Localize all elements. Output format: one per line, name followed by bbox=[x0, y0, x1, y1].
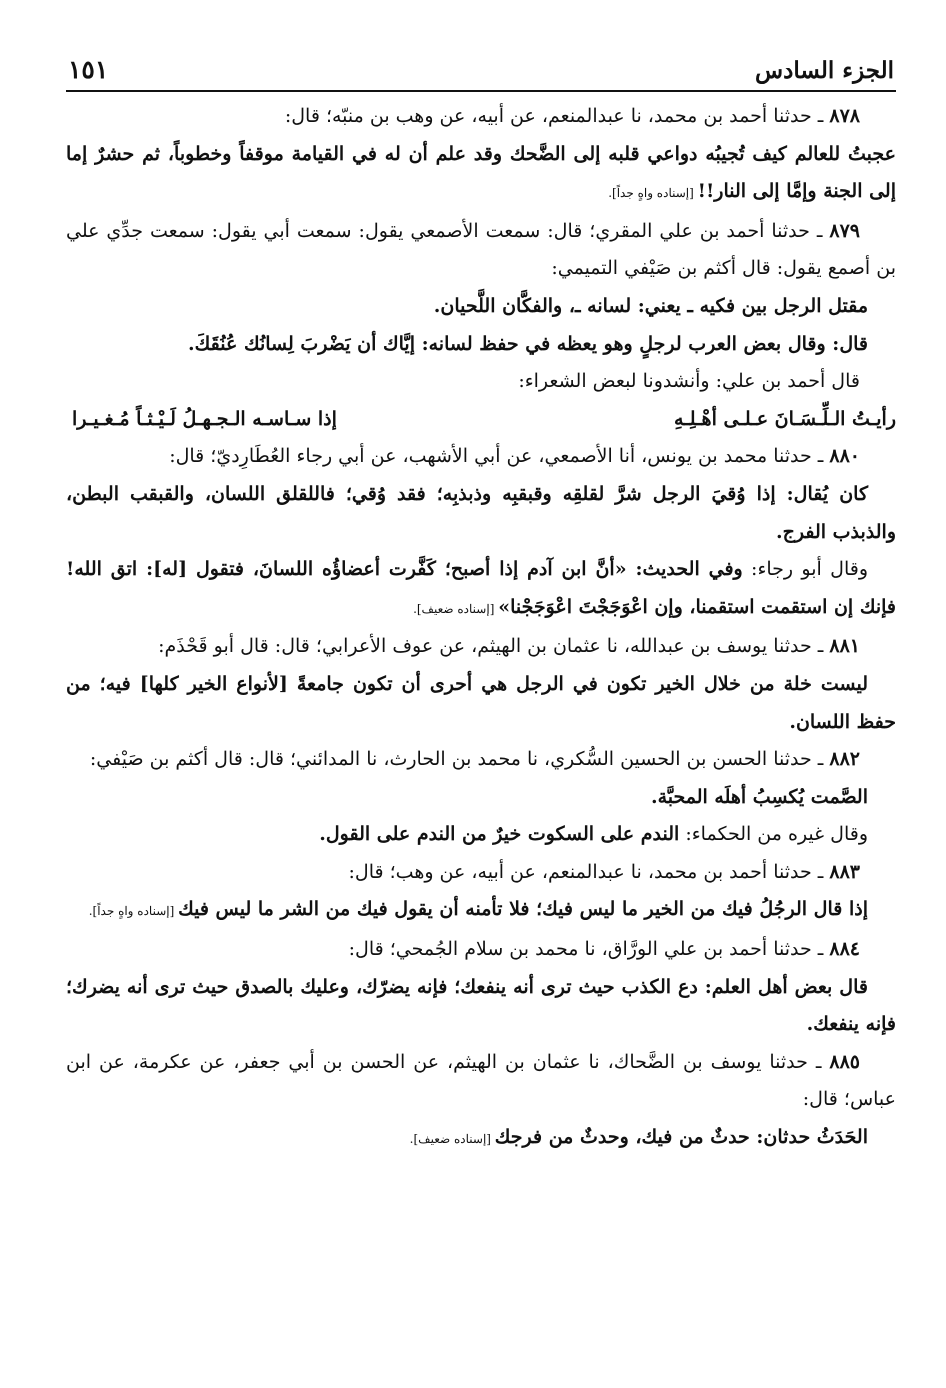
hadith-879-isnad bbox=[66, 213, 896, 288]
page-header bbox=[66, 48, 896, 92]
hadith-884-isnad bbox=[66, 931, 896, 969]
isnad-text: ـ حدثنا محمد بن يونس، أنا الأصمعي، عن أبي الأشهب، عن أبي رجاء العُطَارِديّ؛ قال: bbox=[169, 445, 830, 468]
hadith-879-text bbox=[66, 288, 896, 326]
hadith-883-isnad bbox=[66, 854, 896, 892]
matn-text: إذا وُقيَ الرجل شرَّ لقلقِه وقبقبِه وذبذبِه؛ فقد وُقي؛ فاللقلق اللسان، والقبقب البطن، والذبذب الفرج. bbox=[66, 482, 896, 543]
hadith-881-text bbox=[66, 666, 896, 741]
isnad-text: ـ حدثنا الحسن بن الحسين السُّكري، نا محمد بن الحارث، نا المدائني؛ قال: قال أكثم بن صَيْفي: bbox=[89, 748, 830, 771]
hadith-880-addition bbox=[66, 551, 896, 628]
isnad-text: ـ حدثنا أحمد بن محمد، نا عبدالمنعم، عن أبيه، عن وهب؛ قال: bbox=[348, 860, 830, 883]
lead-text: كان يُقال: bbox=[775, 482, 868, 505]
hadith-879-saying bbox=[66, 326, 896, 364]
matn-text: الصَّمت يُكسِبُ أهلَه المحبَّة. bbox=[650, 785, 868, 808]
grading-note: [إسناده ضعيف]. bbox=[413, 601, 499, 616]
hadith-885-isnad bbox=[66, 1044, 896, 1119]
verse-second-hemistich: إذا سـاسـه الـجـهـلُ لَـيْـثـاً مُـغـيـرا bbox=[72, 407, 337, 430]
hadith-878-text bbox=[66, 136, 896, 213]
grading-note: [إسناده واهٍ جداً]. bbox=[88, 904, 179, 919]
page-body bbox=[66, 92, 896, 1159]
hadith-880-text bbox=[66, 476, 896, 551]
matn-text: عجبتُ للعالم كيف تُجيبُه دواعي قلبه إلى الضَّحك وقد علم أن له في القيامة موقفاً وخطوباً، ثم حشرٌ إما إلى الجنة وإمَّا إلى النار!! bbox=[66, 142, 896, 203]
matn-text: ليست خلة من خلال الخير تكون في الرجل هي أحرى أن تكون جامعةً [لأنواع الخير كلها] فيه؛ من حفظ اللسان. bbox=[66, 672, 896, 733]
grading-note: [إسناده ضعيف]. bbox=[409, 1132, 495, 1147]
hadith-882-text bbox=[66, 779, 896, 817]
matn-text: وفي الحديث: «أنَّ ابن آدم إذا أصبح؛ كَفَّرت أعضاؤُه اللسانَ، فتقول [له]: اتق الله! فإنك إن استقمت استقمنا، وإن اعْوَجَجْتَ اعْوَجَجْنا» bbox=[66, 558, 896, 618]
hadith-number: ٨٧٨ bbox=[829, 105, 860, 127]
isnad-text: ـ حدثنا أحمد بن محمد، نا عبدالمنعم، عن أبيه، عن وهب بن منبّه؛ قال: bbox=[284, 105, 830, 127]
verse-first-hemistich: رأيـتُ الـلِّـسَـانَ عـلـى أهْـلِـهِ bbox=[673, 407, 896, 430]
hadith-number: ٨٨٢ bbox=[829, 748, 860, 771]
hadith-number: ٨٨٣ bbox=[829, 860, 860, 883]
hadith-881-isnad bbox=[66, 628, 896, 666]
isnad-text: ـ حدثنا يوسف بن عبدالله، نا عثمان بن الهيثم، عن عوف الأعرابي؛ قال: قال أبو قَحْذَم: bbox=[158, 635, 830, 658]
hadith-884-text bbox=[66, 969, 896, 1044]
hadith-number: ٨٧٩ bbox=[829, 219, 860, 242]
isnad-text: ـ حدثنا أحمد بن علي الورَّاق، نا محمد بن سلام الجُمحي؛ قال: bbox=[348, 938, 830, 961]
poetry-intro: قال أحمد بن علي: وأنشدونا لبعض الشعراء: bbox=[518, 370, 860, 393]
hadith-885-text bbox=[66, 1119, 896, 1159]
hadith-number: ٨٨٥ bbox=[829, 1050, 860, 1073]
matn-text: الحَدَثُ حدثان: حدثٌ من فيك، وحدثٌ من فرجك bbox=[494, 1126, 868, 1149]
matn-text: إذا قال الرجُلُ فيك من الخير ما ليس فيك؛ فلا تأمنه أن يقول فيك من الشر ما ليس فيك bbox=[178, 898, 868, 921]
hadith-883-text bbox=[66, 891, 896, 931]
page-number: ١٥١ bbox=[68, 55, 109, 84]
hadith-882-saying bbox=[66, 816, 896, 854]
matn-text: الندم على السكوت خيرٌ من الندم على القول. bbox=[319, 823, 680, 846]
hadith-number: ٨٨٠ bbox=[829, 445, 860, 468]
isnad-text: ـ حدثنا أحمد بن علي المقري؛ قال: سمعت الأصمعي يقول: سمعت أبي يقول: سمعت جدِّي علي بن أصمع يقول: قال أكثم بن صَيْفي التميمي: bbox=[66, 219, 896, 280]
hadith-number: ٨٨٤ bbox=[829, 938, 860, 961]
hadith-number: ٨٨١ bbox=[829, 635, 860, 658]
matn-text: وقال بعض العرب لرجلٍ وهو يعظه في حفظ لسانه: إيَّاك أن يَضْربَ لِسانُك عُنُقَكَ. bbox=[188, 332, 826, 355]
lead-text: وقال أبو رجاء: bbox=[742, 558, 868, 581]
matn-text: قال بعض أهل العلم: دع الكذب حيث ترى أنه ينفعك؛ فإنه يضرّك، وعليك بالصدق حيث ترى أنه يضرك؛ فإنه ينفعك. bbox=[66, 975, 896, 1036]
hadith-882-isnad bbox=[66, 741, 896, 779]
hadith-880-isnad bbox=[66, 438, 896, 476]
grading-note: [إسناده واهٍ جداً]. bbox=[608, 186, 698, 201]
hadith-878-isnad bbox=[66, 98, 896, 136]
matn-text: مقتل الرجل بين فكيه ـ يعني: لسانه ـ، والفكَّان اللَّحيان. bbox=[433, 294, 868, 317]
poetry-verse bbox=[66, 401, 896, 439]
running-title: الجزء السادس bbox=[755, 57, 894, 84]
lead-text: قال: bbox=[825, 332, 868, 355]
isnad-text: ـ حدثنا يوسف بن الضَّحاك، نا عثمان بن الهيثم، عن الحسن بن أبي جعفر، عن عكرمة، عن ابن عباس؛ قال: bbox=[66, 1050, 896, 1111]
lead-text: وقال غيره من الحكماء: bbox=[679, 823, 868, 846]
